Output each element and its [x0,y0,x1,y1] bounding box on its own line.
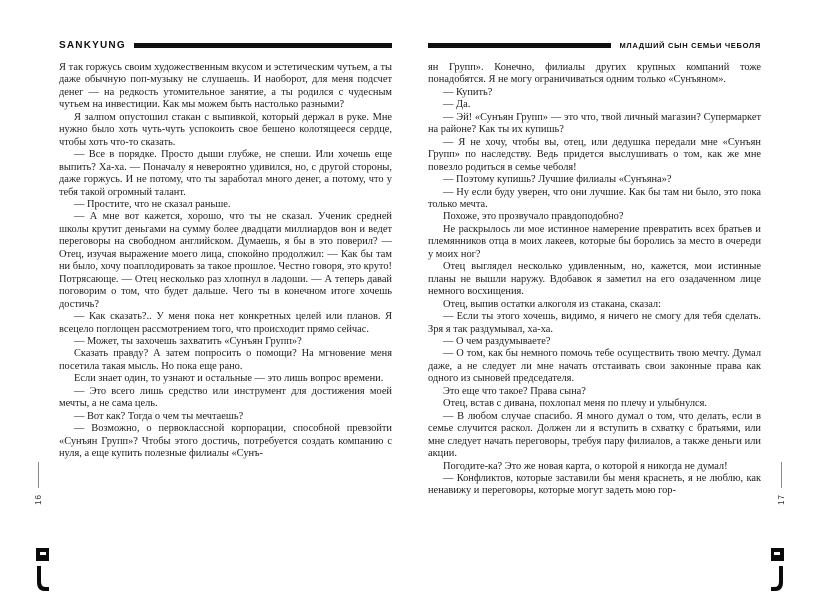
paragraph: — Если ты этого хочешь, видимо, я ничего не смогу для тебя сделать. Зря я так раздумывал, ха-ха. [428,311,761,335]
paragraph: — Простите, что не сказал раньше. [74,198,231,210]
paragraph: — Конфликтов, которые заставили бы меня краснеть, я не люблю, как ненавижу и переговоры, которые могут задеть мою гор- [428,472,761,497]
paragraph: — Это всего лишь средство или инструмент для достижения моей мечты, а не сама цель. [59,385,392,410]
right-running-head [428,40,761,51]
paragraph: — Ну если буду уверен, что они лучшие. Как бы там ни было, это пока только мечта. [428,186,761,210]
paragraph: — Купить? [443,86,493,98]
paragraph: Отец выглядел несколько удивленным, но, кажется, мои истинные планы не вышли наружу. Вдобавок я заметил на его озадаченном лице немного восхищения. [428,261,761,298]
header-rule-left [134,43,392,48]
paragraph: Это еще что такое? Права сына? [443,385,586,397]
publisher-mark-icon [769,548,785,594]
paragraph: — Поэтому купишь? Лучшие филиалы «Сунъяна»? [443,174,672,186]
paragraph: — О том, как бы немного помочь тебе осуществить твою мечту. Думал даже, а не следует ли мне начать отстаивать свои законные права как одного из сыновей председателя. [428,348,761,385]
paragraph: — Как сказать?.. У меня пока нет конкретных целей или планов. Я всецело поглощен рассмотрением того, что происходит прямо сейчас. [59,311,392,335]
left-page-text [59,62,392,607]
paragraph: — А мне вот кажется, хорошо, что ты не сказал. Ученик средней школы крутит деньгами на сумму более двадцати миллиардов вон и ведет переговоры на свободном английском. Думаешь, я бы в это поверил? — Отец, изучая выражение моего лица, спокойно продолжил: — Как бы там ни было, хочу поаплодировать за такое прошлое. Честно говоря, это круто! Потрясающе. — Отец несколько раз хлопнул в ладоши. — А теперь давай поговорим о том, что будет дальше. Чего ты в конечном итоге хочешь достичь? [59,211,392,310]
paragraph: Я так горжусь своим художественным вкусом и эстетическим чутьем, а ты даже обычную поп-музыку не слушаешь. И наоборот, для меня подсчет денег — на редкость утомительное занятие, а ты родился с чудесным чутьем на инвестиции. Как мы можем быть настолько разными? [59,62,392,111]
paragraph: — Возможно, о первоклассной корпорации, способной превзойти «Сунъян Групп»? Чтобы этого достичь, потребуется создать компанию с нуля, а еще купить полезные филиалы «Сунъ- [59,423,392,460]
paragraph: — Может, ты захочешь захватить «Сунъян Групп»? [74,335,302,347]
paragraph: Отец, встав с дивана, похлопал меня по плечу и улыбнулся. [443,398,707,410]
paragraph: — Все в порядке. Просто дыши глубже, не спеши. Или хочешь еще выпить? Ха-ха. — Поначалу я невероятно удивился, но, с другой стороны, даже горжусь. И не потому, что ты заработал много денег, а потому, что у тебя такой огромный талант. [59,149,392,198]
paragraph: Сказать правду? А затем попросить о помощи? На мгновение меня посетила такая мысль. Но пока еще рано. [59,348,392,372]
page-left [59,40,392,607]
paragraph: Погодите-ка? Это же новая карта, о которой я никогда не думал! [443,460,728,472]
right-page-text [428,62,761,607]
paragraph: Я залпом опустошил стакан с выпивкой, который держал в руке. Мне нужно было хоть чуть-чуть успокоить свое бешено колотящееся сердце, чтобы хоть что-то сказать. [59,111,392,148]
paragraph: Не раскрылось ли мое истинное намерение превратить всех братьев и племянников отца в моих лакеев, которые бы боролись за место в очереди у моих ног? [428,223,761,260]
page-number-right: 17 [777,494,786,505]
publisher-mark-icon [35,548,51,594]
page-right [428,40,761,607]
paragraph: Похоже, это прозвучало правдоподобно? [443,211,624,223]
header-rule-right [428,43,611,48]
page-number-left: 16 [34,494,43,505]
paragraph: — Да. [443,99,471,111]
page-number-rule-right [781,462,782,488]
paragraph: Отец, выпив остатки алкоголя из стакана, сказал: [443,298,661,310]
paragraph: — Я не хочу, чтобы вы, отец, или дедушка передали мне «Сунъян Групп» по наследству. Ведь придется выслушивать о том, как же мне повезло родиться в семье чеболя! [428,136,761,173]
paragraph: ян Групп». Конечно, филиалы других крупных компаний тоже понадобятся. Я не могу ограничиваться одним только «Сунъяном». [428,62,761,86]
paragraph: — Эй! «Сунъян Групп» — это что, твой личный магазин? Супермаркет на районе? Как ты их купишь? [428,111,761,136]
left-running-head [59,40,392,51]
paragraph: — О чем раздумываете? [443,335,551,347]
paragraph: — Вот как? Тогда о чем ты мечтаешь? [74,410,244,422]
book-title: МЛАДШИЙ СЫН СЕМЬИ ЧЕБОЛЯ [619,41,761,50]
paragraph: — В любом случае спасибо. Я много думал о том, что делать, если в семье случится раскол. Должен ли я вступить в схватку с братьями, или мне следует начать переговоры, требуя пару филиалов, а также деньги или акции. [428,410,761,460]
author-name: SANKYUNG [59,40,126,51]
paragraph: Если знает один, то узнают и остальные — это лишь вопрос времени. [74,373,384,385]
page-number-rule-left [38,462,39,488]
